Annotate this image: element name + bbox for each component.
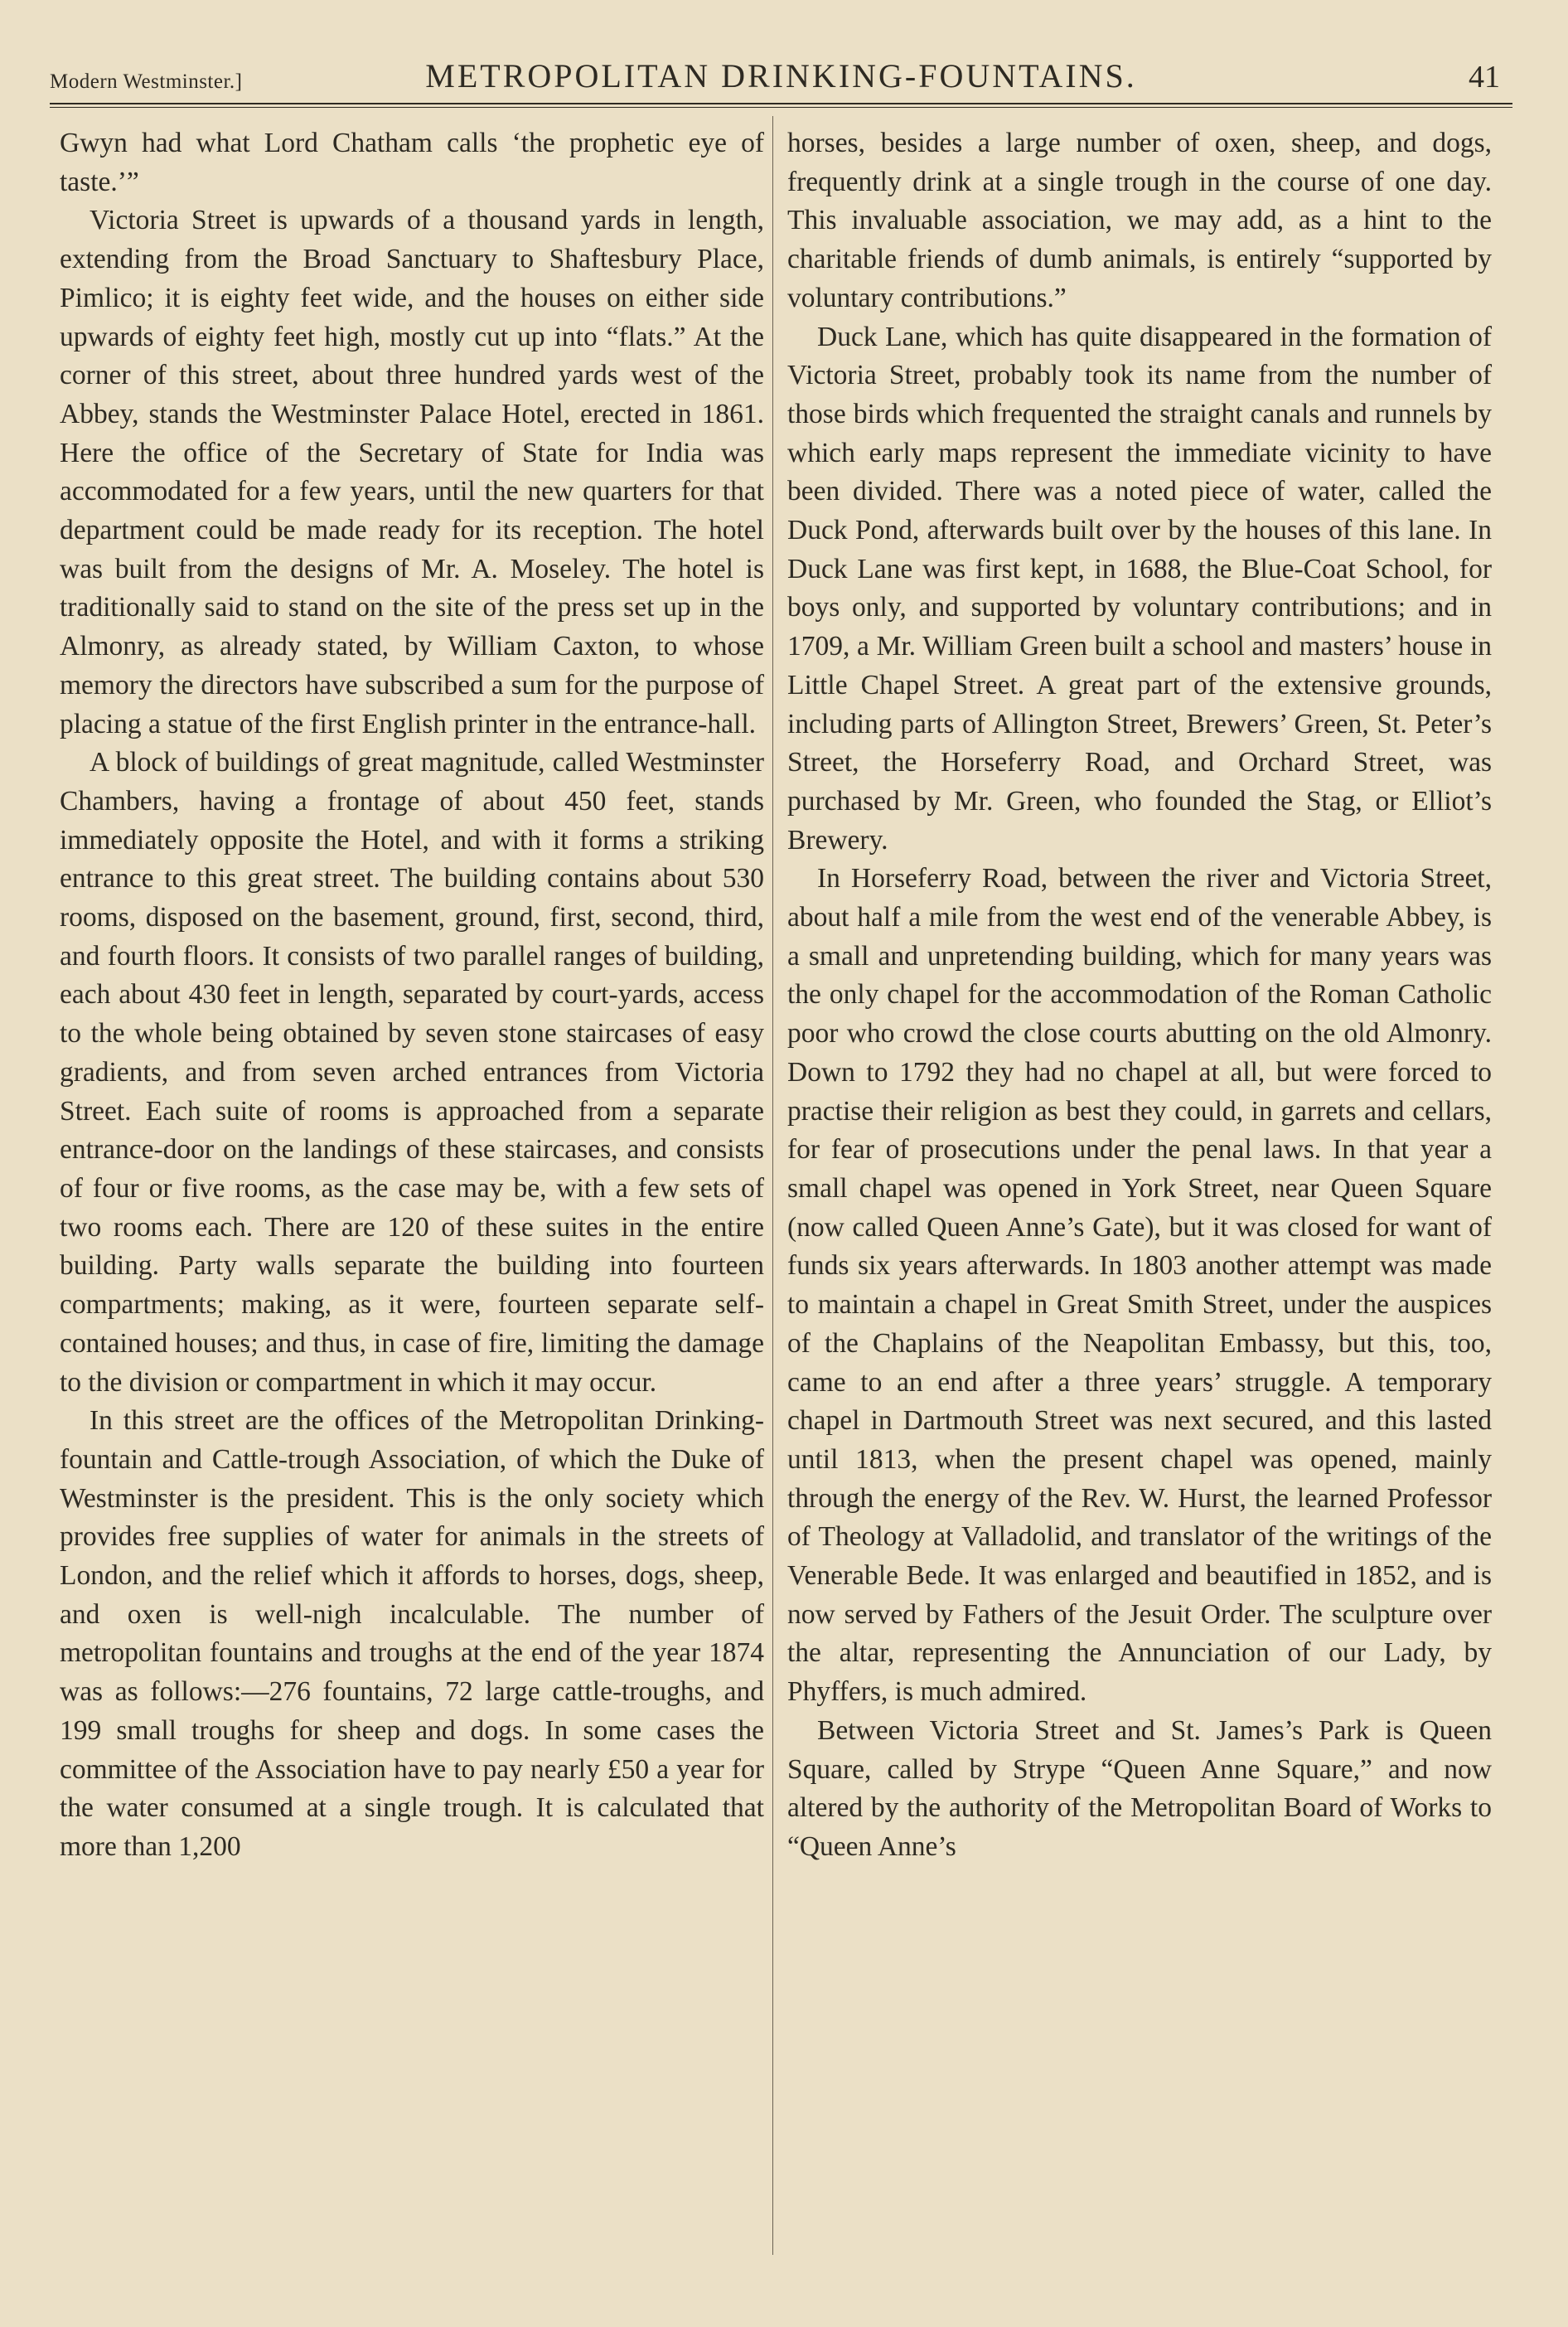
- paragraph: Victoria Street is upwards of a thousand yards in length, extending from the Broad Sanctuary to Shaftesbury Place, Pimlico; it is eighty feet wide, and the houses on either side upwards of eighty feet high, mostly cut up into “flats.” At the corner of this street, about three hundred yards west of the Abbey, stands the Westminster Palace Hotel, erected in 1861. Here the office of the Secretary of State for India was accommodated for a few years, until the new quarters for that department could be made ready for its reception. The hotel was built from the designs of Mr. A. Moseley. The hotel is traditionally said to stand on the site of the press set up in the Almonry, as already stated, by William Caxton, to whose memory the directors have subscribed a sum for the purpose of placing a statue of the first English printer in the entrance-hall.: [60, 205, 764, 739]
- paragraph: In this street are the offices of the Metropolitan Drinking-fountain and Cattle-trough Association, of which the Duke of Westminster is the president. This is the only society which provides free supplies of water for animals in the streets of London, and the relief which it affords to horses, dogs, sheep, and oxen is well-nigh incalculable. The number of metropolitan fountains and troughs at the end of the year 1874 was as follows:—276 fountains, 72 large cattle-troughs, and 199 small troughs for sheep and dogs. In some cases the committee of the Association have to pay nearly £50 a year for the water consumed at a single trough. It is calculated that more than 1,200: [60, 1405, 764, 1862]
- paragraph: Gwyn had what Lord Chatham calls ‘the prophetic eye of taste.’”: [60, 128, 764, 197]
- header-rule: [50, 103, 1512, 104]
- paragraph: Duck Lane, which has quite disappeared in the formation of Victoria Street, probably took its name from the number of those birds which frequented the straight canals and runnels by which early maps represent the immediate vicinity to have been divided. There was a noted piece of water, called the Duck Pond, afterwards built over by the houses of this lane. In Duck Lane was first kept, in 1688, the Blue-Coat School, for boys only, and supported by voluntary contributions; and in 1709, a Mr. William Green built a school and masters’ house in Little Chapel Street. A great part of the extensive grounds, including parts of Allington Street, Brewers’ Green, St. Peter’s Street, the Horseferry Road, and Orchard Street, was purchased by Mr. Green, who founded the Stag, or Elliot’s Brewery.: [787, 321, 1492, 856]
- page-title: METROPOLITAN DRINKING-FOUNTAINS.: [425, 57, 1137, 95]
- column-divider: [772, 116, 773, 2255]
- page-number: 41: [1469, 60, 1500, 95]
- section-label: Modern Westminster.]: [50, 70, 243, 93]
- paragraph: horses, besides a large number of oxen, sheep, and dogs, frequently drink at a single trough in the course of one day. This invaluable association, we may add, as a hint to the charitable friends of dumb animals, is entirely “supported by voluntary contributions.”: [787, 128, 1492, 313]
- left-column: [60, 124, 764, 1867]
- running-header: [50, 46, 1512, 104]
- paragraph: In Horseferry Road, between the river and Victoria Street, about half a mile from the west end of the venerable Abbey, is a small and unpretending building, which for many years was the only chapel for the accommodation of the Roman Catholic poor who crowd the close courts abutting on the old Almonry. Down to 1792 they had no chapel at all, but were forced to practise their religion as best they could, in garrets and cellars, for fear of prosecutions under the penal laws. In that year a small chapel was opened in York Street, near Queen Square (now called Queen Anne’s Gate), but it was closed for want of funds six years afterwards. In 1803 another attempt was made to maintain a chapel in Great Smith Street, under the auspices of the Chaplains of the Neapolitan Embassy, but this, too, came to an end after a three years’ struggle. A temporary chapel in Dartmouth Street was next secured, and this lasted until 1813, when the present chapel was opened, mainly through the energy of the Rev. W. Hurst, the learned Professor of Theology at Valladolid, and translator of the writings of the Venerable Bede. It was enlarged and beautified in 1852, and is now served by Fathers of the Jesuit Order. The sculpture over the altar, representing the Annunciation of our Lady, by Phyffers, is much admired.: [787, 863, 1492, 1708]
- right-column: [787, 124, 1492, 1867]
- paragraph: A block of buildings of great magnitude, called Westminster Chambers, having a frontage of about 450 feet, stands immediately opposite the Hotel, and with it forms a striking entrance to this great street. The building contains about 530 rooms, disposed on the basement, ground, first, second, third, and fourth floors. It consists of two parallel ranges of building, each about 430 feet in length, separated by court-yards, access to the whole being obtained by seven stone staircases of easy gradients, and from seven arched entrances from Victoria Street. Each suite of rooms is approached from a separate entrance-door on the landings of these staircases, and consists of four or five rooms, as the case may be, with a few sets of two rooms each. There are 120 of these suites in the entire building. Party walls separate the building into fourteen compartments; making, as it were, fourteen separate self-contained houses; and thus, in case of fire, limiting the damage to the division or compartment in which it may occur.: [60, 747, 764, 1398]
- header-rule-thin: [50, 107, 1512, 108]
- paragraph: Between Victoria Street and St. James’s Park is Queen Square, called by Strype “Queen Anne Square,” and now altered by the authority of the Metropolitan Board of Works to “Queen Anne’s: [787, 1714, 1492, 1862]
